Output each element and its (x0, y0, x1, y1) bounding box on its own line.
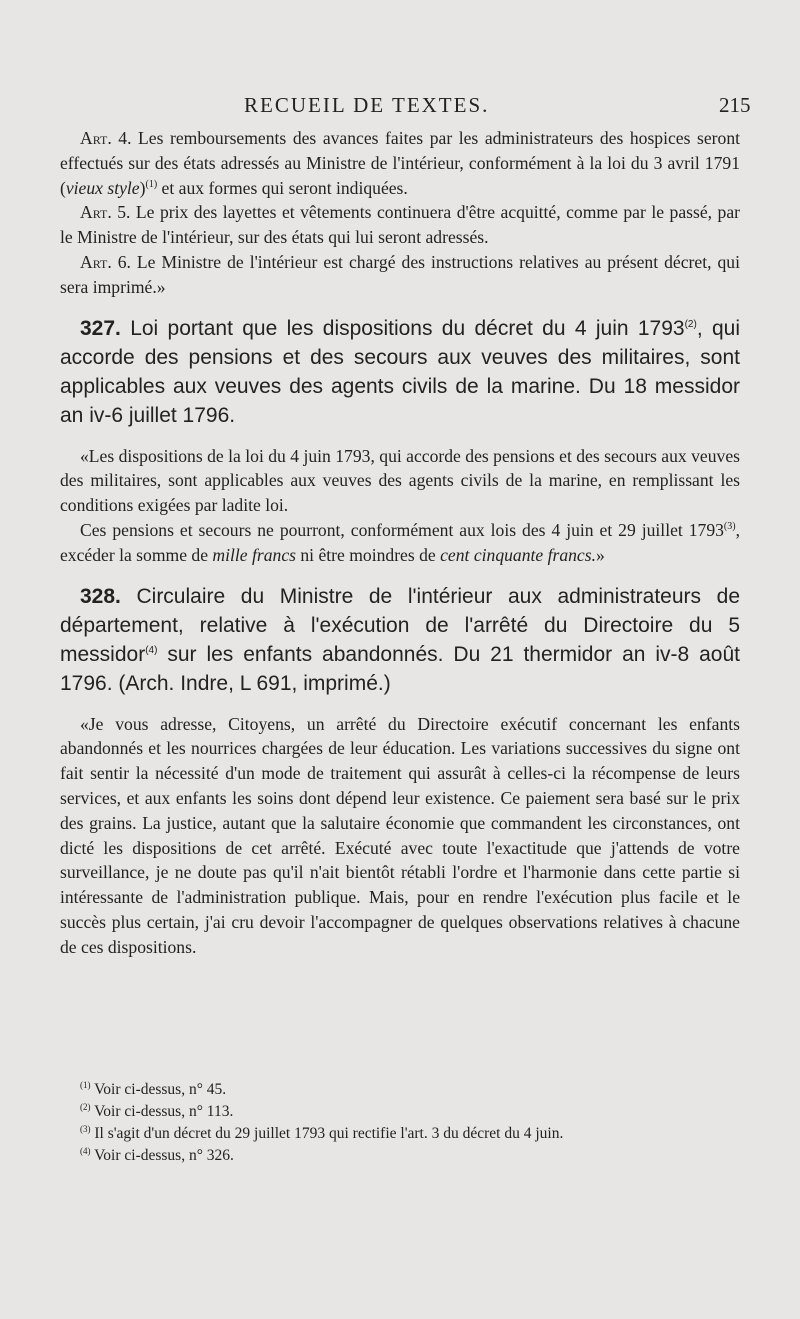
section-title: Loi portant que les dispositions du décret du 4 juin 1793 (120, 316, 685, 340)
italic-text: cent cinquante francs. (440, 544, 596, 565)
footnote-text: Voir ci-dessus, n° 326. (90, 1147, 234, 1164)
footnotes (80, 1079, 740, 1167)
paragraph (60, 518, 740, 568)
footnote-ref: (3) (723, 521, 736, 533)
article-4 (60, 126, 740, 200)
footnote (80, 1079, 740, 1101)
footnote-mark: (1) (80, 1079, 91, 1090)
section-heading-327 (60, 314, 740, 430)
footnote (80, 1123, 740, 1145)
italic-text: vieux style (65, 177, 140, 198)
article-label: Art. 6. (80, 251, 131, 272)
section-title: sur les enfants abandonnés. Du 21 thermidor an iv-8 août 1796. (Arch. Indre, L 691, imprimé.) (60, 642, 740, 695)
footnote-ref: (2) (684, 318, 697, 330)
section-title: Circulaire du Ministre de l'intérieur aux administrateurs de département, relative à l'exécution de l'arrêté du Directoire du 5 messidor (60, 584, 740, 666)
section-number: 328. (80, 584, 121, 608)
article-label: Art. 4. (80, 128, 132, 148)
footnote-mark: (3) (80, 1123, 91, 1134)
article-text: Le Ministre de l'intérieur est chargé des instructions relatives au présent décret, qui sera imprimé.» (60, 251, 740, 297)
page-number: 215 (719, 93, 751, 117)
article-6 (60, 250, 740, 300)
article-text: et aux formes qui seront indiquées. (157, 177, 408, 198)
article-label: Art. 5. (80, 202, 131, 223)
footnote-text: Il s'agit d'un décret du 29 juillet 1793 qui rectifie l'art. 3 du décret du 4 juin. (90, 1125, 564, 1142)
footnote-mark: (2) (80, 1101, 91, 1112)
section-number: 327. (80, 316, 121, 340)
paragraph-text: , excéder la somme de (60, 519, 740, 565)
article-text: Le prix des layettes et vêtements continuera d'être acquitté, comme par le passé, par le Ministre de l'intérieur, sur des états qui lui seront adressés. (60, 202, 740, 248)
body-text (60, 126, 740, 960)
section-title: , qui accorde des pensions et des secours aux veuves des militaires, sont applicables aux veuves des agents civils de la marine. Du 18 messidor an iv-6 juillet 1796. (60, 316, 740, 427)
footnote-mark: (4) (80, 1145, 91, 1156)
running-title: RECUEIL DE TEXTES. (244, 93, 490, 117)
paragraph-text: Ces pensions et secours ne pourront, conformément aux lois des 4 juin et 29 juillet 1793 (80, 519, 724, 540)
article-text: Les remboursements des avances faites par les administrateurs des hospices seront effectués sur des états adressés au Ministre de l'intérieur, conformément à la loi du 3 avril 1791 ( (60, 128, 740, 198)
footnote (80, 1101, 740, 1123)
italic-text: mille francs (212, 544, 296, 565)
article-5 (60, 200, 740, 250)
footnote (80, 1145, 740, 1167)
page-header (0, 93, 800, 123)
paragraph-text: » (596, 544, 605, 565)
footnote-ref: (1) (145, 178, 158, 190)
paragraph: «Les dispositions de la loi du 4 juin 1793, qui accorde des pensions et des secours aux veuves des militaires, sont applicables aux veuves des agents civils de la marine, en remplissant les conditions exigées par ladite loi. (60, 445, 740, 516)
paragraph: «Je vous adresse, Citoyens, un arrêté du Directoire exécutif concernant les enfants abandonnés et les nourrices chargées de leur éducation. Les variations successives du signe ont fait sentir la nécessité d'un mode de traitement qui assurât à celles-ci la récompense de leurs services, et aux enfants les soins dont dépend leur existence. Ce paiement sera basé sur le prix des grains. La justice, autant que la salutaire économie que commandent les circonstances, ont dicté les dispositions de cet arrêté. Exécuté avec toute l'exactitude que j'attends de votre surveillance, je ne doute pas qu'il n'ait bientôt rétabli l'ordre et l'harmonie dans cette partie si intéressante de l'administration publique. Mais, pour en rendre l'exécution plus facile et le succès plus certain, j'ai cru devoir l'accompagner de quelques observations relatives à chacune de ces dispositions. (60, 713, 740, 957)
footnote-ref: (4) (145, 644, 158, 656)
paragraph-text: ni être moindres de (295, 544, 441, 565)
footnote-text: Voir ci-dessus, n° 113. (90, 1103, 234, 1120)
footnote-text: Voir ci-dessus, n° 45. (90, 1081, 227, 1098)
section-heading-328 (60, 582, 740, 698)
article-text: ) (139, 177, 146, 198)
